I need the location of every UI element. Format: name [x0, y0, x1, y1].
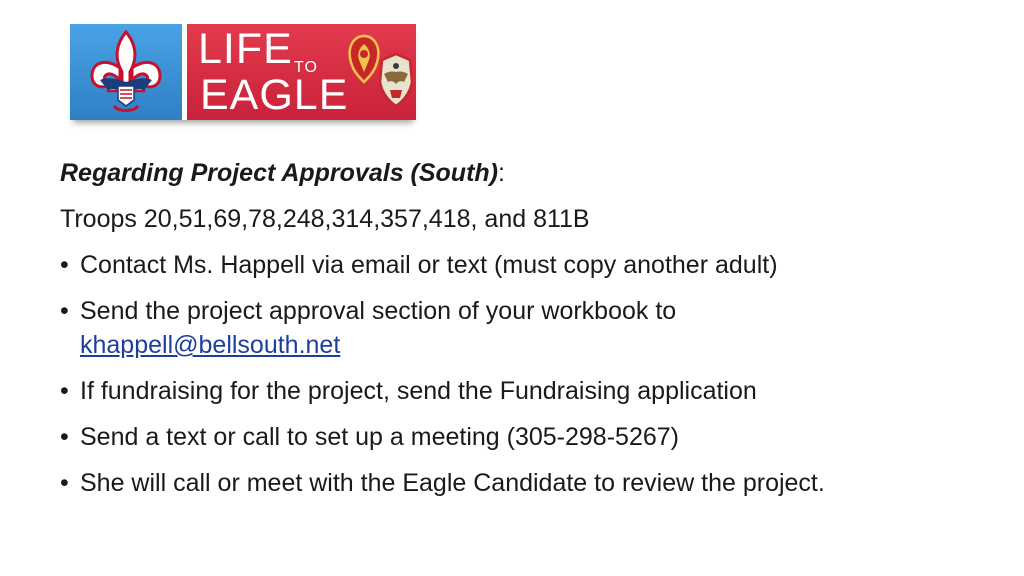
list-item [60, 248, 990, 282]
bullet-icon: • [60, 297, 69, 325]
banner-word-eagle: EAGLE [200, 71, 349, 119]
bullet-text: Send the project approval section of your workbook to [80, 297, 677, 325]
bullet-icon: • [60, 251, 69, 279]
eagle-badge-icon [376, 50, 416, 108]
heading-title: Regarding Project Approvals (South) [60, 159, 499, 187]
slide-content [60, 156, 990, 512]
list-item [60, 466, 990, 500]
banner-word-to: TO [294, 59, 318, 76]
list-item [60, 374, 990, 408]
list-item [60, 294, 990, 362]
slide-heading [60, 156, 990, 190]
bullet-icon: • [60, 423, 69, 451]
bullet-text: If fundraising for the project, send the Fundraising application [80, 377, 757, 405]
bullet-icon: • [60, 469, 69, 497]
life-to-eagle-banner [70, 24, 416, 120]
heading-suffix: : [498, 159, 505, 187]
fleur-de-lis-icon [70, 24, 182, 120]
banner-word-life: LIFE [198, 25, 293, 73]
bullet-text: She will call or meet with the Eagle Candidate to review the project. [80, 469, 825, 497]
troops-list: Troops 20,51,69,78,248,314,357,418, and 811B [60, 205, 590, 233]
email-link[interactable]: khappell@bellsouth.net [80, 331, 341, 359]
bullet-text: Contact Ms. Happell via email or text (must copy another adult) [80, 251, 778, 279]
bullet-list [60, 248, 990, 500]
bullet-text: Send a text or call to set up a meeting (305-298-5267) [80, 423, 679, 451]
bullet-icon: • [60, 377, 69, 405]
list-item [60, 420, 990, 454]
